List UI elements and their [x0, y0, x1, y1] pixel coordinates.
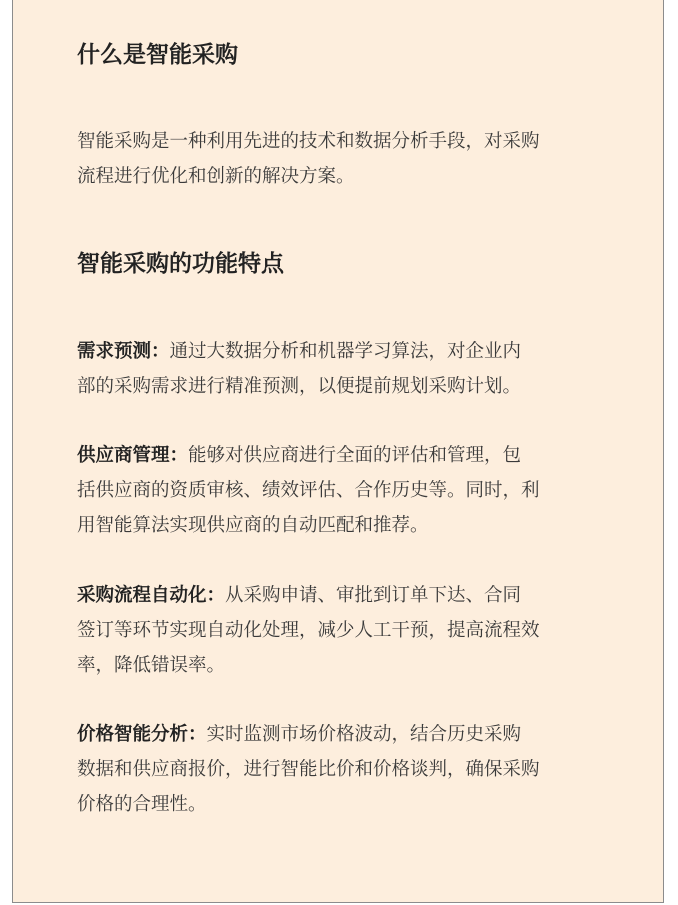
intro-line-1: 智能采购是一种利用先进的技术和数据分析手段，对采购 — [77, 131, 540, 152]
feature-label: 价格智能分析： — [77, 724, 207, 745]
feature-label: 供应商管理： — [77, 445, 189, 466]
feature-line: 实时监测市场价格波动，结合历史采购 — [206, 724, 522, 745]
feature-line: 能够对供应商进行全面的评估和管理，包 — [188, 445, 522, 466]
feature-line: 价格的合理性。 — [77, 794, 207, 815]
feature-line: 数据和供应商报价，进行智能比价和价格谈判，确保采购 — [77, 759, 540, 780]
intro-line-2: 流程进行优化和创新的解决方案。 — [77, 166, 355, 187]
feature-line: 括供应商的资质审核、绩效评估、合作历史等。同时，利 — [77, 480, 540, 501]
feature-line: 从采购申请、审批到订单下达、合同 — [225, 585, 522, 606]
feature-line: 通过大数据分析和机器学习算法，对企业内 — [169, 341, 522, 362]
feature-paragraph-process-automation — [77, 578, 612, 683]
feature-paragraph-price-analysis — [77, 717, 612, 822]
feature-paragraph-supplier-management — [77, 438, 612, 543]
feature-line: 签订等环节实现自动化处理，减少人工干预，提高流程效 — [77, 620, 540, 641]
intro-paragraph — [77, 124, 612, 194]
feature-line: 部的采购需求进行精准预测，以便提前规划采购计划。 — [77, 376, 522, 397]
feature-label: 需求预测： — [77, 341, 170, 362]
section-heading-features: 智能采购的功能特点 — [77, 251, 284, 277]
feature-line: 率，降低错误率。 — [77, 655, 226, 676]
article-card — [12, 0, 664, 903]
feature-paragraph-demand-forecast — [77, 334, 612, 404]
feature-line: 用智能算法实现供应商的自动匹配和推荐。 — [77, 515, 429, 536]
section-heading-what-is: 什么是智能采购 — [77, 42, 238, 68]
feature-label: 采购流程自动化： — [77, 585, 226, 606]
